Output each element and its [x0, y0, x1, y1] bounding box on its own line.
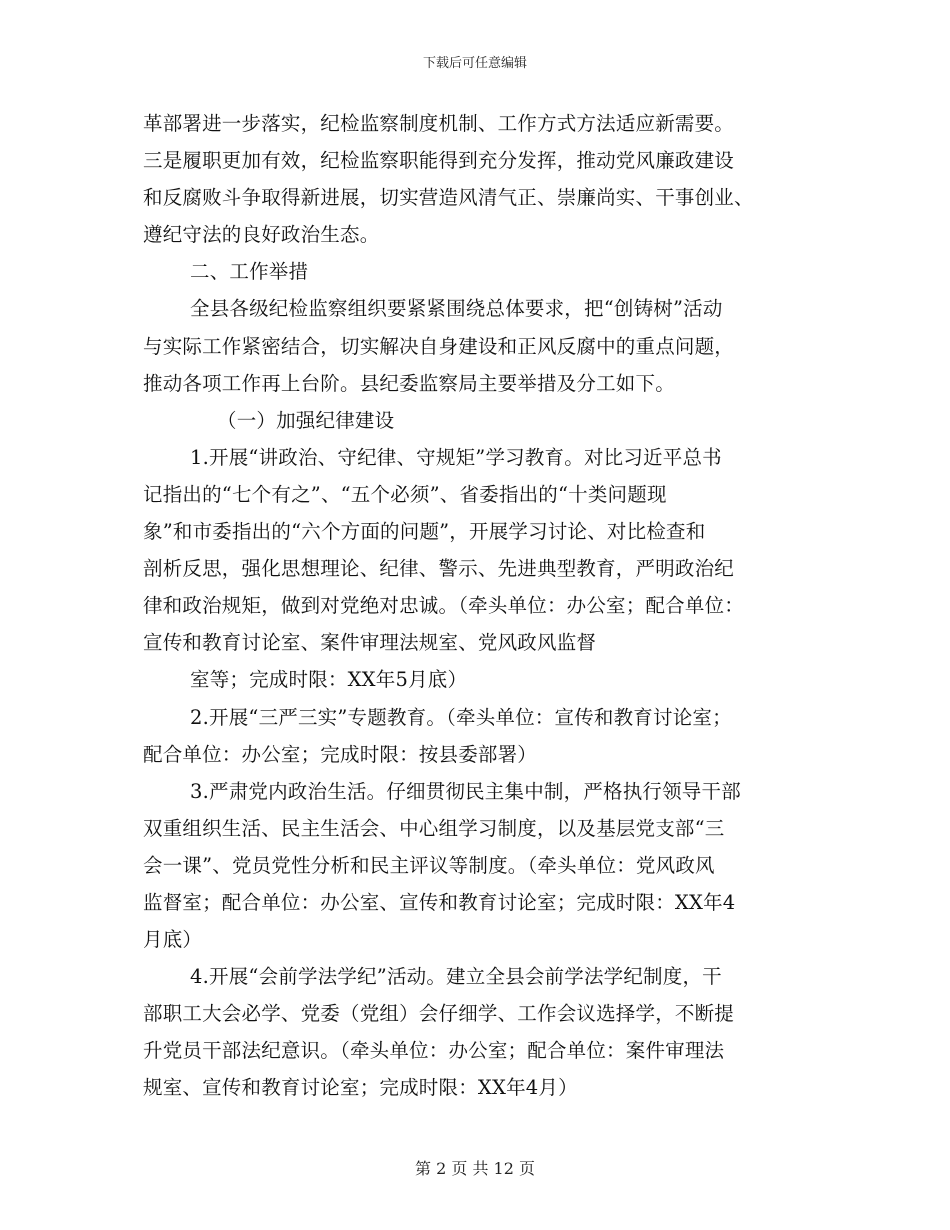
text-line: 记指出的“七个有之”、“五个必须”、省委指出的“十类问题现	[143, 482, 667, 506]
text-line: 3.严肃党内政治生活。仔细贯彻民主集中制，严格执行领导干部	[190, 779, 741, 803]
text-line: 配合单位：办公室；完成时限：按县委部署）	[143, 742, 538, 766]
text-line: 4.开展“会前学法学纪”活动。建立全县会前学法学纪制度，干	[190, 965, 722, 989]
text-line: 律和政治规矩，做到对党绝对忠诚。（牵头单位：办公室；配合单位：	[143, 594, 744, 618]
text-line: 象”和市委指出的“六个方面的问题”，开展学习讨论、对比检查和	[143, 520, 706, 544]
text-line: 全县各级纪检监察组织要紧紧围绕总体要求，把“创铸树”活动	[190, 297, 723, 321]
text-line: 1.开展“讲政治、守纪律、守规矩”学习教育。对比习近平总书	[190, 445, 722, 469]
text-line: 2.开展“三严三实”专题教育。（牵头单位：宣传和教育讨论室；	[190, 705, 732, 729]
section-heading: 二、工作举措	[190, 260, 309, 284]
text-line: 剖析反思，强化思想理论、纪律、警示、先进典型教育，严明政治纪	[143, 557, 735, 581]
text-line: 规室、宣传和教育讨论室；完成时限：XX年4月）	[143, 1076, 578, 1100]
text-line: 宣传和教育讨论室、案件审理法规室、党风政风监督	[143, 631, 597, 655]
page-header: 下载后可任意编辑	[422, 56, 527, 71]
text-line: 监督室；配合单位：办公室、宣传和教育讨论室；完成时限：XX年4	[143, 890, 736, 914]
text-line: 升党员干部法纪意识。（牵头单位：办公室；配合单位：案件审理法	[143, 1039, 725, 1063]
text-line: 室等；完成时限：XX年5月底）	[190, 668, 468, 692]
document-body	[143, 105, 823, 1107]
text-line: 双重组织生活、民主生活会、中心组学习制度，以及基层党支部“三	[143, 816, 725, 840]
text-line: 推动各项工作再上台阶。县纪委监察局主要举措及分工如下。	[143, 371, 675, 395]
subsection-heading: （一）加强纪律建设	[217, 408, 395, 432]
text-line: 和反腐败斗争取得新进展，切实营造风清气正、崇廉尚实、干事创业、	[143, 186, 754, 210]
page-footer: 第 2 页 共 12 页	[415, 1159, 535, 1178]
text-line: 革部署进一步落实，纪检监察制度机制、工作方式方法适应新需要。	[143, 112, 735, 135]
text-line: 会一课”、党员党性分析和民主评议等制度。（牵头单位：党风政风	[143, 853, 715, 877]
text-line: 遵纪守法的良好政治生态。	[143, 223, 380, 247]
text-line: 月底）	[143, 928, 203, 952]
text-line: 与实际工作紧密结合，切实解决自身建设和正风反腐中的重点问题，	[143, 334, 735, 358]
text-line: 三是履职更加有效，纪检监察职能得到充分发挥，推动党风廉政建设	[143, 149, 735, 173]
text-line: 部职工大会必学、党委（党组）会仔细学、工作会议选择学，不断提	[143, 1002, 735, 1026]
